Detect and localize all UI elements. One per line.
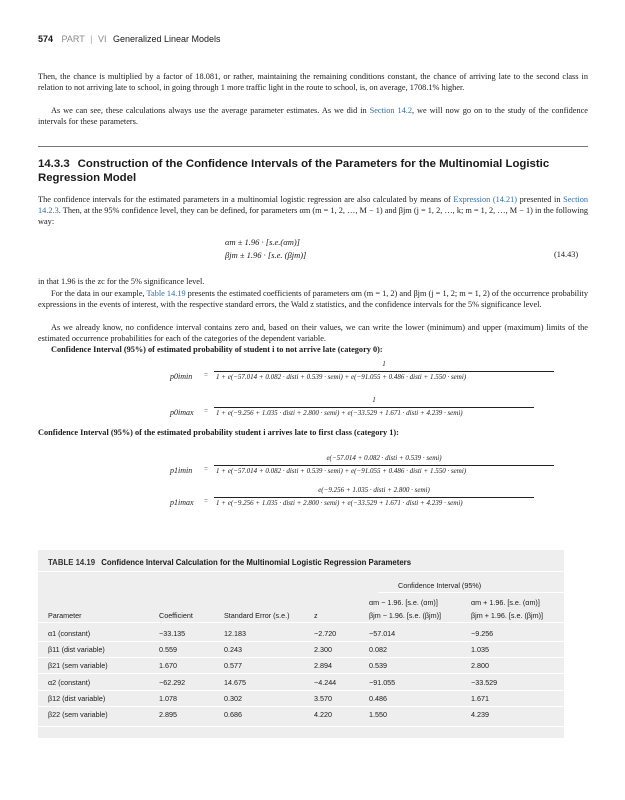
col-header-ci-low-1: αm − 1.96. [s.e. (αm)] (369, 598, 438, 607)
table-cell-z: 3.570 (314, 693, 332, 703)
equation-alpha-line: αm ± 1.96 · [s.e.(αm)] (225, 237, 300, 247)
formula-p0-max-num: 1 (372, 396, 376, 404)
table-cell-high: 1.671 (471, 693, 489, 703)
table-caption (48, 558, 411, 567)
equation-number: (14.43) (554, 250, 579, 259)
table-cell-se: 0.686 (224, 710, 242, 719)
ci-category-0-title: Confidence Interval (95%) of estimated probability of student i to not arrive late (category 0): (51, 345, 383, 354)
formula-p0-max-den: 1 + e(−9.256 + 1.035 · disti + 2.800 · semi) + e(−33.529 + 1.671 · disti + 4.239 · semi) (216, 409, 463, 417)
formula-p0-max (170, 396, 570, 426)
table-cell-high: 4.239 (471, 710, 489, 719)
section-paragraph-2: in that 1.96 is the zc for the 5% significance level. (38, 277, 205, 286)
col-header-coefficient: Coefficient (159, 611, 193, 620)
formula-p1-max (170, 486, 570, 516)
part-label: PART (61, 34, 85, 44)
section-number: 14.3.3 (38, 158, 70, 170)
formula-p1-min-den: 1 + e(−57.014 + 0.082 · disti + 0.539 · semi) + e(−91.055 + 0.486 · disti + 1.550 · semi) (216, 467, 467, 475)
sec-p3-a: For the data in our example, (51, 289, 147, 298)
table-cell-low: 0.486 (369, 693, 387, 703)
link-section-14-2[interactable]: Section 14.2 (369, 106, 412, 115)
table-cell-coef: −62.292 (159, 677, 186, 687)
table-rule-group (378, 592, 564, 593)
part-title: Generalized Linear Models (112, 34, 221, 44)
header-divider: | (90, 34, 93, 44)
section-divider (38, 146, 588, 147)
sec-p1-c: . Then, at the 95% confidence level, they can be defined, for parameters αm (m = 1, 2, …, M − 1) and βjm (j = 1, 2, …, k; m = 1, 2, …, M − 1) in the following way: (38, 206, 588, 227)
intro-p2-text-b: , we will now go on to the study of the confidence intervals for these parameters. (38, 106, 588, 127)
col-header-ci-high-1: αm + 1.96. [s.e. (αm)] (471, 598, 540, 607)
link-expression-14-21[interactable]: Expression (14.21) (453, 195, 518, 204)
col-header-z: z (314, 611, 318, 620)
table-cell-z: −2.720 (314, 629, 337, 638)
table-cell-low: 0.539 (369, 661, 387, 671)
table-cell-param: β12 (dist variable) (48, 693, 106, 703)
table-cell-param: β21 (sem variable) (48, 661, 108, 671)
formula-p1-max-num: e(−9.256 + 1.035 · disti + 2.800 · semi) (318, 486, 430, 494)
table-caption-text: Confidence Interval Calculation for the Multinomial Logistic Regression Parameters (101, 558, 412, 567)
table-rule-bottom (38, 726, 564, 727)
formula-p0-min-bar (214, 371, 554, 372)
table-rule-top (38, 571, 564, 572)
section-heading (38, 157, 588, 185)
running-header (38, 34, 221, 44)
col-header-se: Standard Error (s.e.) (224, 611, 290, 620)
table-row-divider (38, 673, 564, 674)
link-table-14-19[interactable]: Table 14.19 (146, 289, 186, 298)
formula-p0-max-lhs: p0imax (170, 408, 194, 417)
formula-p1-min-bar (214, 465, 554, 466)
ci-category-1-title: Confidence Interval (95%) of the estimated probability student i arrives late to first class (category 1): (38, 428, 399, 437)
table-cell-z: 2.300 (314, 645, 332, 655)
equation-beta-line: βjm ± 1.96 · [s.e. (βjm)] (225, 250, 307, 260)
table-cell-z: 4.220 (314, 710, 332, 719)
table-cell-coef: 0.559 (159, 645, 177, 655)
formula-p0-max-eq: = (204, 407, 208, 415)
table-row-divider (38, 706, 564, 707)
table-cell-param: β22 (sem variable) (48, 710, 108, 719)
formula-p0-min (170, 360, 570, 390)
table-cell-z: −4.244 (314, 677, 337, 687)
formula-p1-min-eq: = (204, 465, 208, 473)
table-cell-coef: 1.670 (159, 661, 177, 671)
formula-p1-min-lhs: p1imin (170, 466, 193, 475)
sec-p3-b: presents the estimated coefficients of parameters αm (m = 1, 2) and βjm (j = 1, 2; m = 1, 2) of the occurrence probability expressions in the events of interest, with the respective standard errors, the Wald z statistics, and the confidence intervals for the 5% significance level. (38, 289, 588, 310)
formula-p1-max-den: 1 + e(−9.256 + 1.035 · disti + 2.800 · semi) + e(−33.529 + 1.671 · disti + 4.239 · semi) (216, 499, 463, 507)
table-cell-coef: −33.135 (159, 629, 186, 638)
table-cell-param: α2 (constant) (48, 677, 91, 687)
formula-p0-max-bar (214, 407, 534, 408)
table-cell-param: β11 (dist variable) (48, 645, 105, 655)
table-label: TABLE 14.19 (48, 558, 96, 567)
sec-p1-a: The confidence intervals for the estimated parameters in a multinomial logistic regression are also calculated by means of (38, 195, 454, 204)
link-section-14-2-3[interactable]: Section 14.2.3 (38, 195, 588, 216)
table-cell-low: 1.550 (369, 710, 387, 719)
table-cell-low: 0.082 (369, 645, 387, 655)
formula-p0-min-lhs: p0imin (170, 372, 193, 381)
table-rule-header (38, 622, 564, 623)
formula-p0-min-eq: = (204, 371, 208, 379)
table-cell-low: −57.014 (369, 629, 396, 638)
section-paragraph-3 (38, 288, 588, 310)
table-14-19 (38, 550, 564, 738)
table-row-divider (38, 657, 564, 658)
formula-p1-min-num: e(−57.014 + 0.082 · disti + 0.539 · semi) (326, 454, 442, 462)
sec-p1-b: presented in (517, 195, 564, 204)
col-header-ci-low-2: βjm − 1.96. [s.e. (βjm)] (369, 611, 441, 620)
intro-paragraph-2 (38, 105, 588, 127)
formula-p0-min-den: 1 + e(−57.014 + 0.082 · disti + 0.539 · semi) + e(−91.055 + 0.486 · disti + 1.550 · semi) (216, 373, 467, 381)
table-cell-se: 14.675 (224, 677, 246, 687)
table-row-divider (38, 641, 564, 642)
table-cell-high: 2.800 (471, 661, 489, 671)
formula-p1-max-bar (214, 497, 534, 498)
section-paragraph-1 (38, 194, 588, 228)
table-cell-z: 2.894 (314, 661, 332, 671)
formula-p1-max-lhs: p1imax (170, 498, 194, 507)
table-cell-se: 0.302 (224, 693, 242, 703)
table-cell-coef: 1.078 (159, 693, 177, 703)
table-cell-se: 12.183 (224, 629, 246, 638)
table-cell-high: 1.035 (471, 645, 489, 655)
intro-p2-text-a: As we can see, these calculations always use the average parameter estimates. As we did in (51, 106, 370, 115)
table-cell-low: −91.055 (369, 677, 396, 687)
col-header-ci-high-2: βjm + 1.96. [s.e. (βjm)] (471, 611, 543, 620)
table-cell-high: −33.529 (471, 677, 498, 687)
table-group-header: Confidence Interval (95%) (398, 581, 482, 590)
table-cell-param: α1 (constant) (48, 629, 91, 638)
col-header-parameter: Parameter (48, 611, 82, 620)
page-number: 574 (38, 34, 54, 44)
formula-p0-min-num: 1 (382, 360, 386, 368)
table-cell-high: −9.256 (471, 629, 494, 638)
section-title: Construction of the Confidence Intervals of the Parameters for the Multinomial Logistic Regression Model (38, 158, 550, 184)
table-cell-se: 0.577 (224, 661, 242, 671)
part-number: VI (97, 34, 107, 44)
table-cell-se: 0.243 (224, 645, 242, 655)
equation-14-43 (225, 236, 306, 262)
formula-p1-min (170, 454, 570, 484)
table-row-divider (38, 690, 564, 691)
formula-p1-max-eq: = (204, 497, 208, 505)
table-cell-coef: 2.895 (159, 710, 177, 719)
intro-paragraph-1: Then, the chance is multiplied by a factor of 18.081, or rather, maintaining the remaining conditions constant, the chance of arriving late to the second class in relation to not arriving late to school, in going through 1 more traffic light in the route to school, is, on average, 1708.1% higher. (38, 72, 588, 93)
section-paragraph-4: As we already know, no confidence interval contains zero and, based on their values, we can write the lower (minimum) and upper (maximum) limits of the estimated occurrence probabilities for each of the categories of the dependent variable. (38, 323, 588, 344)
